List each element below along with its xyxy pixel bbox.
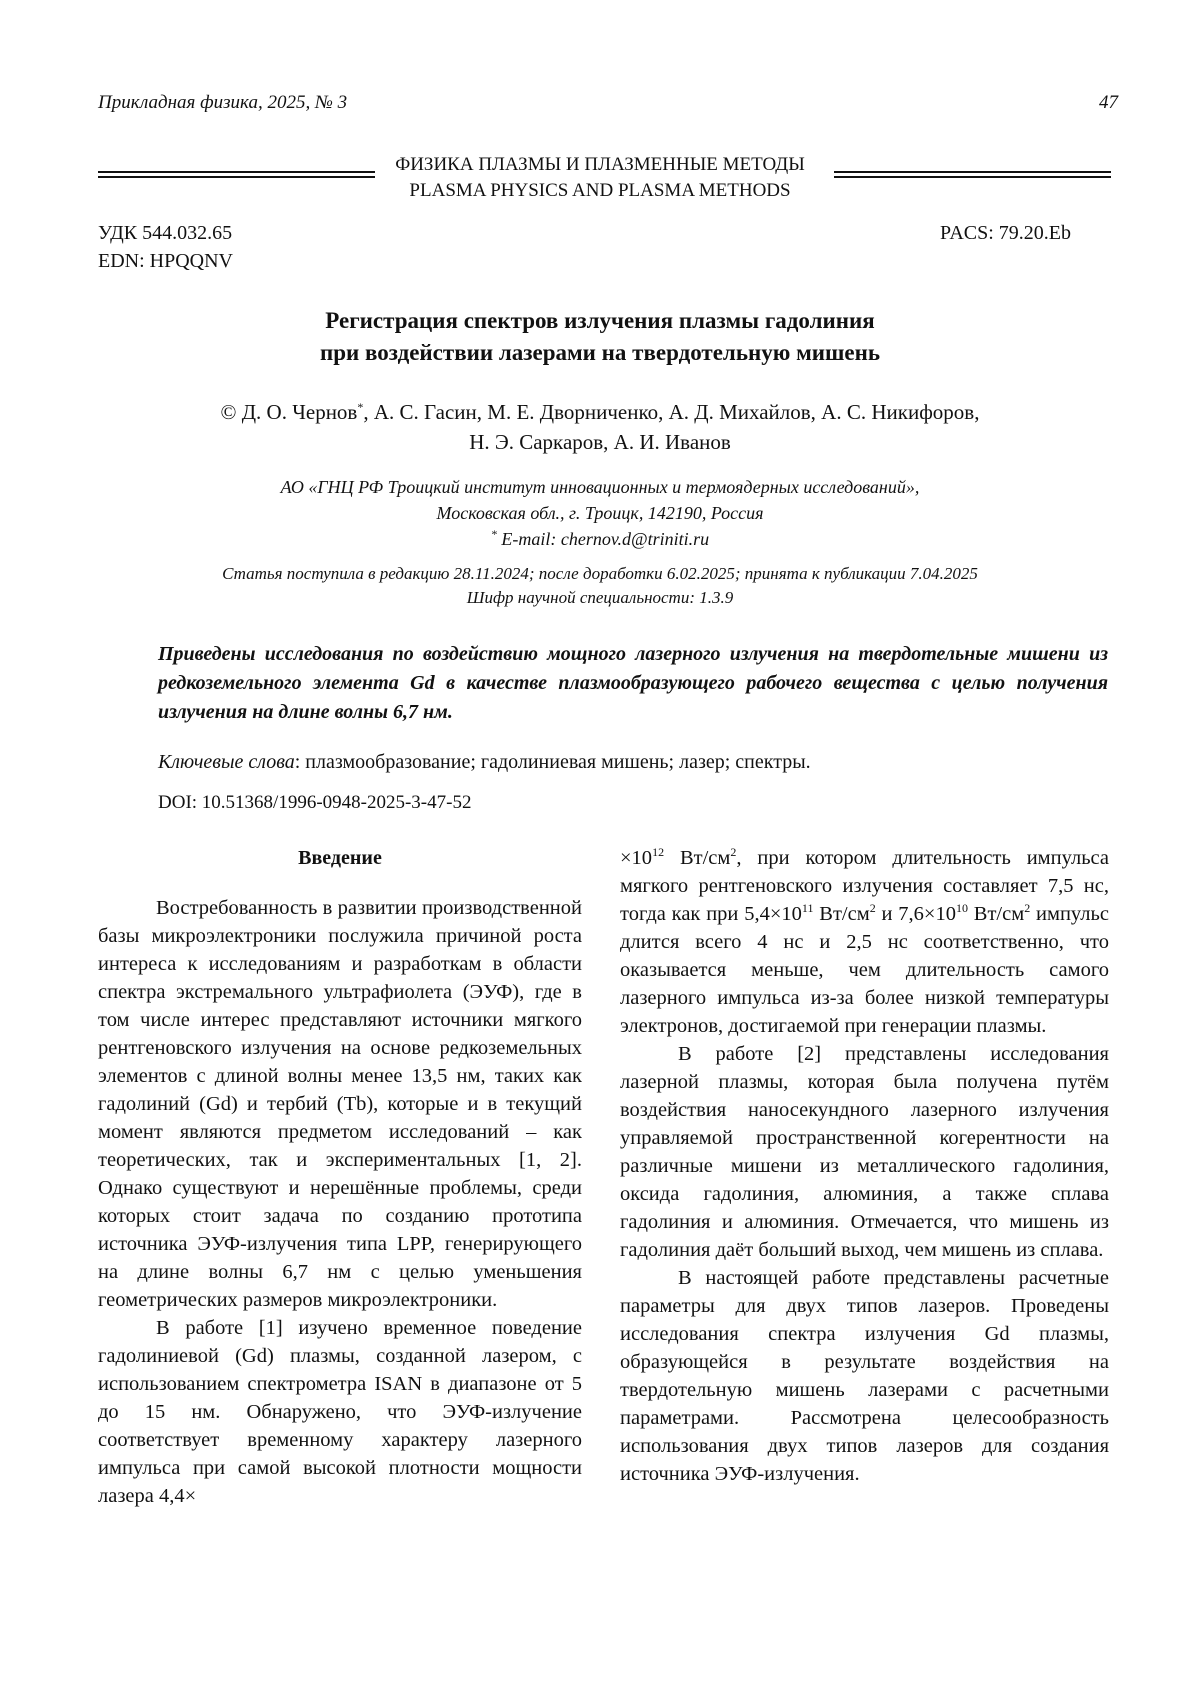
- section-rule-right: [834, 171, 1111, 178]
- title-line-2: при воздействии лазерами на твердотельную мишень: [319, 340, 881, 365]
- rp1-f: Вт/см: [967, 903, 1025, 925]
- edn-code: EDN: HPQQNV: [98, 250, 233, 272]
- title-line-1: Регистрация спектров излучения плазмы гадолиния: [325, 308, 875, 333]
- rp1-c: , при котором длительность импульса мягкого рентгеновского излучения составляет 7,5 нс, тогда как при 5,4×10: [620, 847, 1109, 925]
- authors-line-2: Н. Э. Саркаров, А. И. Иванов: [469, 430, 731, 454]
- section-title-ru: ФИЗИКА ПЛАЗМЫ И ПЛАЗМЕННЫЕ МЕТОДЫ: [395, 154, 805, 175]
- affiliation: [150, 474, 1050, 552]
- right-column: [620, 844, 1109, 1488]
- left-column: [98, 844, 582, 1510]
- email-link[interactable]: E-mail: chernov.d@triniti.ru: [496, 529, 710, 549]
- authors-rest: , А. С. Гасин, М. Е. Дворниченко, А. Д. Михайлов, А. С. Никифоров,: [363, 400, 980, 424]
- rp1-a: ×10: [620, 847, 653, 869]
- rp1-sup4: 2: [869, 901, 876, 916]
- section-rule-left: [98, 171, 375, 178]
- doi[interactable]: DOI: 10.51368/1996-0948-2025-3-47-52: [158, 792, 472, 813]
- pacs-code: PACS: 79.20.Eb: [940, 222, 1071, 244]
- rp1-g: импульс длится всего 4 нс и 2,5 нс соответственно, что оказывается меньше, чем длительность самого лазерного импульса из-за более низкой температуры электронов, достигаемой при генерации плазмы.: [620, 903, 1109, 1037]
- affiliation-line-1: АО «ГНЦ РФ Троицкий институт инновационных и термоядерных исследований»,: [280, 477, 920, 497]
- intro-paragraph-1: Востребованность в развитии производственной базы микроэлектроники послужила причиной роста интереса к исследованиям и разработкам в области спектра экстремального ультрафиолета (ЭУФ), где в том числе интерес представляют источники мягкого рентгеновского излучения на основе редкоземельных элементов с длиной волны менее 13,5 нм, таких как гадолиний (Gd) и тербий (Tb), которые и в текущий момент являются предметом исследований – как теоретических, так и экспериментальных [1, 2]. Однако существуют и нерешённые проблемы, среди которых стоит задача по созданию прототипа источника ЭУФ-излучения типа LPP, генерирующего на длине волны 6,7 нм с целью уменьшения геометрических размеров микроэлектроники.: [98, 897, 582, 1311]
- keywords-label: Ключевые слова: [158, 751, 295, 773]
- right-paragraph-2: В работе [2] представлены исследования лазерной плазмы, которая была получена путём воздействия наносекундного лазерного излучения управляемой пространственной когерентности на различные мишени из металлического гадолиния, оксида гадолиния, алюминия, а также сплава гадолиния и алюминия. Отмечается, что мишень из гадолиния даёт больший выход, чем мишень из сплава.: [620, 1043, 1109, 1261]
- section-title-en: PLASMA PHYSICS AND PLASMA METHODS: [409, 180, 791, 201]
- author-list: [110, 397, 1090, 457]
- email-mark: *: [490, 527, 497, 541]
- journal-citation: Прикладная физика, 2025, № 3: [98, 92, 348, 113]
- article-title: [150, 305, 1050, 369]
- author-first: © Д. О. Чернов: [220, 400, 358, 424]
- rp1-sup6: 2: [1024, 901, 1031, 916]
- affiliation-line-2: Московская обл., г. Троицк, 142190, Россия: [436, 503, 764, 523]
- received-dates: Статья поступила в редакцию 28.11.2024; после доработки 6.02.2025; принята к публикации 7.04.2025: [222, 564, 978, 583]
- publication-dates: [120, 562, 1080, 610]
- rp1-b: Вт/см: [664, 847, 731, 869]
- rp1-sup1: 12: [652, 845, 665, 860]
- abstract: Приведены исследования по воздействию мощного лазерного излучения на твердотельные мишени из редкоземельного элемента Gd в качестве плазмообразующего рабочего вещества с целью получения излучения на длине волны 6,7 нм.: [158, 643, 1108, 723]
- rp1-e: и 7,6×10: [875, 903, 956, 925]
- right-paragraph-3: В настоящей работе представлены расчетные параметры для двух типов лазеров. Проведены исследования спектра излучения Gd плазмы, образующейся в результате воздействия на твердотельную мишень лазерами с расчетными параметрами. Рассмотрена целесообразность использования двух типов лазеров для создания источника ЭУФ-излучения.: [620, 1267, 1109, 1485]
- intro-paragraph-2: В работе [1] изучено временное поведение гадолиниевой (Gd) плазмы, созданной лазером, с использованием спектрометра ISAN в диапазоне от 5 до 15 нм. Обнаружено, что ЭУФ-излучение соответствует временному характеру лазерного импульса при самой высокой плотности мощности лазера 4,4×: [98, 1317, 582, 1507]
- right-paragraph-1: [620, 844, 1109, 1040]
- rp1-d: Вт/см: [813, 903, 870, 925]
- rp1-sup3: 11: [801, 901, 814, 916]
- rp1-sup2: 2: [730, 845, 737, 860]
- rp1-sup5: 10: [955, 901, 968, 916]
- udk-code: УДК 544.032.65: [98, 222, 233, 244]
- page-number: 47: [1099, 92, 1118, 113]
- author-mark: *: [357, 400, 364, 414]
- keywords-text: : плазмообразование; гадолиниевая мишень; лазер; спектры.: [294, 751, 811, 773]
- keywords: [158, 751, 811, 774]
- intro-heading: Введение: [298, 847, 382, 869]
- specialty-code: Шифр научной специальности: 1.3.9: [466, 588, 734, 607]
